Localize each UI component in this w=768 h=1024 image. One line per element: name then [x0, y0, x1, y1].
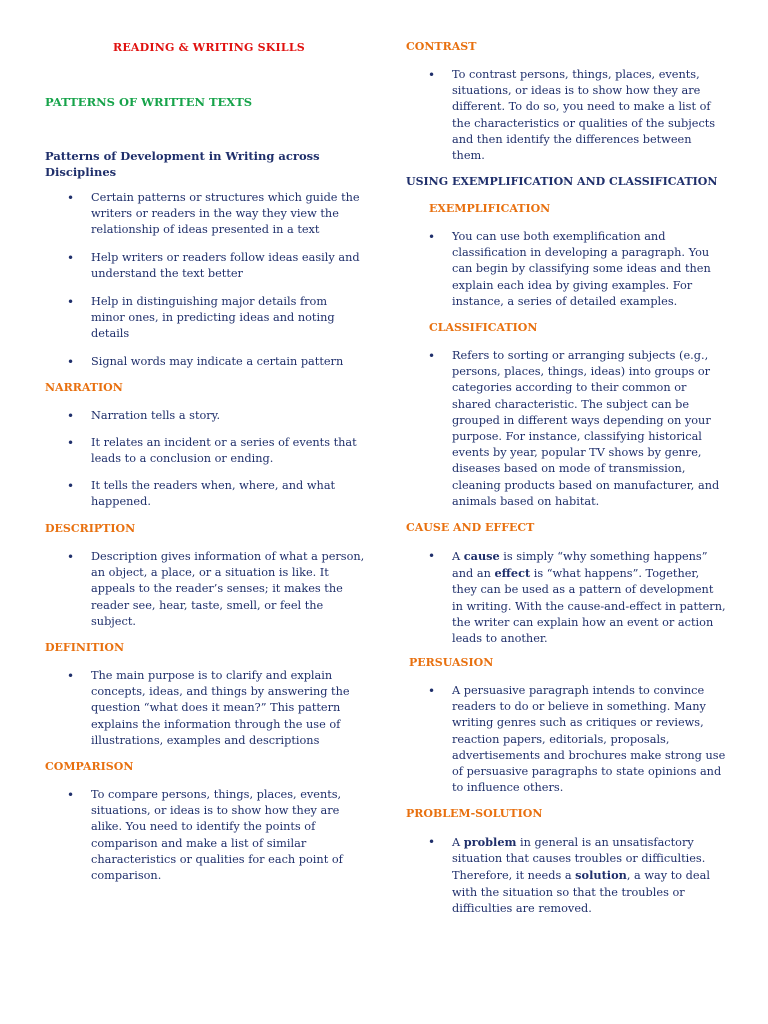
bullet-icon: • — [67, 295, 75, 309]
bullet-icon: • — [428, 684, 436, 698]
bullet-icon: • — [428, 549, 436, 563]
contrast-bullet-1: • To contrast persons, things, places, events, situations, or ideas is to show how they are different. To do so, you need to make a list of the characteristics or qualities of the subjects and then identify the differences between them. — [428, 68, 716, 163]
description-heading: DESCRIPTION — [45, 522, 136, 535]
bullet-icon: • — [428, 349, 436, 363]
effect-term: effect — [494, 566, 531, 581]
bullet-icon: • — [67, 479, 75, 493]
bullet-icon: • — [67, 409, 75, 423]
comparison-bullet-1: • To compare persons, things, places, events, situations, or ideas is to show how they are alike. You need to identify the points of comparison and make a list of similar characteristics or qualities for each point of comparison. — [67, 788, 343, 883]
cause-effect-bullet-1: • A cause is simply “why something happens” and an effect is “what happens”. Together, they can be used as a pattern of development in writing. With the cause-and-effect in pattern, the writer can explain how an event or action leads to another. — [428, 549, 726, 646]
exemplification-classification-heading: USING EXEMPLIFICATION AND CLASSIFICATION — [406, 175, 718, 188]
bullet-icon: • — [428, 835, 436, 849]
intro-bullet-1: • Certain patterns or structures which guide the writers or readers in the way they view the relationship of ideas presented in a text — [67, 191, 360, 237]
narration-bullet-3: • It tells the readers when, where, and what happened. — [67, 479, 336, 509]
problem-term: problem — [463, 835, 517, 849]
bullet-icon: • — [67, 191, 75, 205]
comparison-heading: COMPARISON — [45, 760, 134, 773]
bullet-icon: • — [67, 436, 75, 450]
document-title: READING & WRITING SKILLS — [113, 41, 305, 54]
bullet-icon: • — [67, 550, 75, 564]
definition-bullet-1: • The main purpose is to clarify and explain concepts, ideas, and things by answering the question “what does it mean?” This pattern explains the information through the use of illustrations, examples and descriptions — [67, 669, 350, 747]
exemplification-heading: EXEMPLIFICATION — [429, 202, 551, 215]
bullet-icon: • — [67, 788, 75, 802]
solution-term: solution — [575, 868, 627, 883]
classification-heading: CLASSIFICATION — [429, 321, 538, 334]
lead-heading: Patterns of Development in Writing across Disciplines — [45, 149, 320, 179]
cause-effect-heading: CAUSE AND EFFECT — [406, 521, 535, 534]
bullet-icon: • — [67, 355, 75, 369]
intro-bullet-2: • Help writers or readers follow ideas easily and understand the text better — [67, 251, 360, 281]
persuasion-bullet-1: • A persuasive paragraph intends to convince readers to do or believe in something. Many writing genres such as critiques or reviews, reaction papers, editorials, proposals, advertisements and brochures make strong use of persuasive paragraphs to state opinions and to influence others. — [428, 684, 726, 795]
document-subtitle: PATTERNS OF WRITTEN TEXTS — [45, 95, 253, 109]
narration-bullet-1: • Narration tells a story. — [67, 409, 221, 423]
exemplification-bullet-1: • You can use both exemplification and classification in developing a paragraph. You can begin by classifying some ideas and then explain each idea by giving examples. For instance, a series of detailed examples. — [428, 230, 711, 308]
persuasion-heading: PERSUASION — [409, 656, 494, 669]
problem-solution-bullet-1: • A problem in general is an unsatisfactory situation that causes troubles or difficulties. Therefore, it needs a solution, a way to deal with the situation so that the troubles or difficulties are removed. — [428, 835, 710, 915]
classification-bullet-1: • Refers to sorting or arranging subjects (e.g., persons, places, things, ideas) into groups or categories according to their common or shared characteristic. The subject can be grouped in different ways depending on your purpose. For instance, classifying historical events by year, popular TV shows by genre, diseases based on mode of transmission, cleaning products based on manufacturer, and animals based on habitat. — [428, 349, 720, 508]
narration-bullet-2: • It relates an incident or a series of events that leads to a conclusion or ending. — [67, 436, 357, 466]
problem-solution-heading: PROBLEM-SOLUTION — [406, 807, 543, 820]
intro-bullet-3: • Help in distinguishing major details from minor ones, in predicting ideas and noting details — [67, 295, 335, 341]
cause-term: cause — [463, 549, 500, 563]
intro-bullet-4: • Signal words may indicate a certain pattern — [67, 355, 344, 369]
contrast-heading: CONTRAST — [406, 40, 477, 53]
description-bullet-1: • Description gives information of what a person, an object, a place, or a situation is like. It appeals to the reader’s senses; it makes the reader see, hear, taste, smell, or feel the subject. — [67, 550, 365, 628]
bullet-icon: • — [428, 230, 436, 244]
narration-heading: NARRATION — [45, 381, 123, 394]
bullet-icon: • — [67, 669, 75, 683]
definition-heading: DEFINITION — [45, 641, 125, 654]
bullet-icon: • — [67, 251, 75, 265]
bullet-icon: • — [428, 68, 436, 82]
